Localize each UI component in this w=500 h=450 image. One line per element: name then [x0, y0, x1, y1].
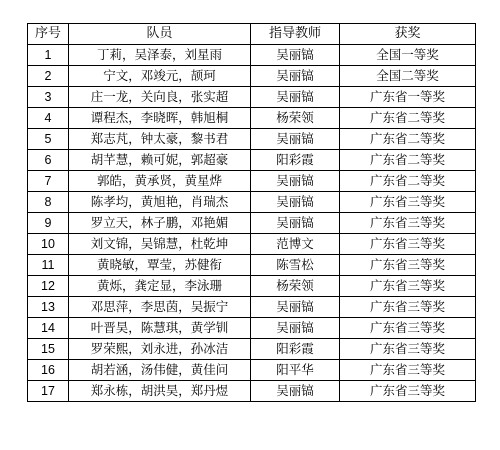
cell-award: 广东省三等奖 [340, 213, 476, 234]
cell-award: 广东省三等奖 [340, 318, 476, 339]
cell-award: 广东省二等奖 [340, 129, 476, 150]
cell-teacher: 陈雪松 [251, 255, 340, 276]
cell-teacher: 吴丽镐 [251, 129, 340, 150]
cell-team: 邓思萍，李思茵，吴振宁 [69, 297, 251, 318]
cell-award: 全国二等奖 [340, 66, 476, 87]
cell-award: 广东省二等奖 [340, 171, 476, 192]
cell-teacher: 吴丽镐 [251, 171, 340, 192]
cell-award: 广东省三等奖 [340, 192, 476, 213]
cell-teacher: 吴丽镐 [251, 381, 340, 402]
cell-award: 广东省二等奖 [340, 150, 476, 171]
cell-award: 广东省三等奖 [340, 360, 476, 381]
cell-team: 谭程杰，李晓晖，韩旭桐 [69, 108, 251, 129]
cell-no: 9 [28, 213, 69, 234]
cell-no: 1 [28, 45, 69, 66]
cell-teacher: 阳彩霞 [251, 150, 340, 171]
table-row [28, 255, 476, 276]
cell-team: 丁莉，吴泽泰，刘星雨 [69, 45, 251, 66]
header-team: 队员 [69, 24, 251, 45]
cell-award: 广东省三等奖 [340, 339, 476, 360]
cell-teacher: 吴丽镐 [251, 297, 340, 318]
table-row [28, 381, 476, 402]
cell-team: 黄烁，龚定显，李泳珊 [69, 276, 251, 297]
table-row [28, 45, 476, 66]
cell-no: 7 [28, 171, 69, 192]
table-row [28, 339, 476, 360]
table-row [28, 360, 476, 381]
cell-award: 全国一等奖 [340, 45, 476, 66]
table-row [28, 66, 476, 87]
table-row [28, 276, 476, 297]
cell-no: 8 [28, 192, 69, 213]
cell-no: 16 [28, 360, 69, 381]
cell-teacher: 吴丽镐 [251, 87, 340, 108]
table-row [28, 87, 476, 108]
cell-teacher: 吴丽镐 [251, 66, 340, 87]
cell-team: 郭皓，黄承贤，黄星烨 [69, 171, 251, 192]
table-row [28, 129, 476, 150]
cell-award: 广东省三等奖 [340, 276, 476, 297]
table-row [28, 171, 476, 192]
cell-no: 6 [28, 150, 69, 171]
cell-team: 庄一龙，关向良，张实超 [69, 87, 251, 108]
cell-team: 罗立天，林子鹏，邓艳媚 [69, 213, 251, 234]
cell-team: 叶晋昊，陈慧琪，黄学钏 [69, 318, 251, 339]
cell-no: 17 [28, 381, 69, 402]
table-row [28, 192, 476, 213]
cell-no: 11 [28, 255, 69, 276]
cell-team: 宁文，邓竣元，颉珂 [69, 66, 251, 87]
awards-table [27, 23, 476, 402]
cell-team: 郑永栋，胡洪昊，郑丹煜 [69, 381, 251, 402]
cell-award: 广东省三等奖 [340, 381, 476, 402]
cell-award: 广东省一等奖 [340, 87, 476, 108]
table-row [28, 213, 476, 234]
cell-team: 郑志芃，钟太豪，黎书君 [69, 129, 251, 150]
table-row [28, 150, 476, 171]
header-teacher: 指导教师 [251, 24, 340, 45]
header-award: 获奖 [340, 24, 476, 45]
cell-teacher: 杨荣领 [251, 108, 340, 129]
cell-award: 广东省二等奖 [340, 108, 476, 129]
cell-teacher: 阳彩霞 [251, 339, 340, 360]
table-body [28, 45, 476, 402]
cell-team: 罗荣熙，刘永进，孙冰洁 [69, 339, 251, 360]
cell-team: 陈孝均，黄旭艳，肖瑞杰 [69, 192, 251, 213]
cell-no: 4 [28, 108, 69, 129]
cell-no: 5 [28, 129, 69, 150]
cell-award: 广东省三等奖 [340, 297, 476, 318]
table-row [28, 108, 476, 129]
cell-no: 2 [28, 66, 69, 87]
cell-no: 15 [28, 339, 69, 360]
cell-no: 3 [28, 87, 69, 108]
table-row [28, 318, 476, 339]
cell-no: 13 [28, 297, 69, 318]
table-row [28, 297, 476, 318]
cell-team: 胡芊慧，赖可妮，郭超豪 [69, 150, 251, 171]
cell-teacher: 吴丽镐 [251, 192, 340, 213]
cell-award: 广东省三等奖 [340, 255, 476, 276]
cell-team: 胡若涵，汤伟健，黄佳问 [69, 360, 251, 381]
cell-teacher: 阳平华 [251, 360, 340, 381]
header-no: 序号 [28, 24, 69, 45]
cell-no: 14 [28, 318, 69, 339]
cell-teacher: 杨荣领 [251, 276, 340, 297]
cell-teacher: 吴丽镐 [251, 318, 340, 339]
cell-teacher: 吴丽镐 [251, 213, 340, 234]
cell-no: 10 [28, 234, 69, 255]
cell-team: 刘文锦，吴锦慧，杜乾坤 [69, 234, 251, 255]
cell-team: 黄晓敏，覃莹，苏健衔 [69, 255, 251, 276]
cell-award: 广东省三等奖 [340, 234, 476, 255]
header-row [28, 24, 476, 45]
cell-no: 12 [28, 276, 69, 297]
table-row [28, 234, 476, 255]
cell-teacher: 吴丽镐 [251, 45, 340, 66]
cell-teacher: 范博文 [251, 234, 340, 255]
